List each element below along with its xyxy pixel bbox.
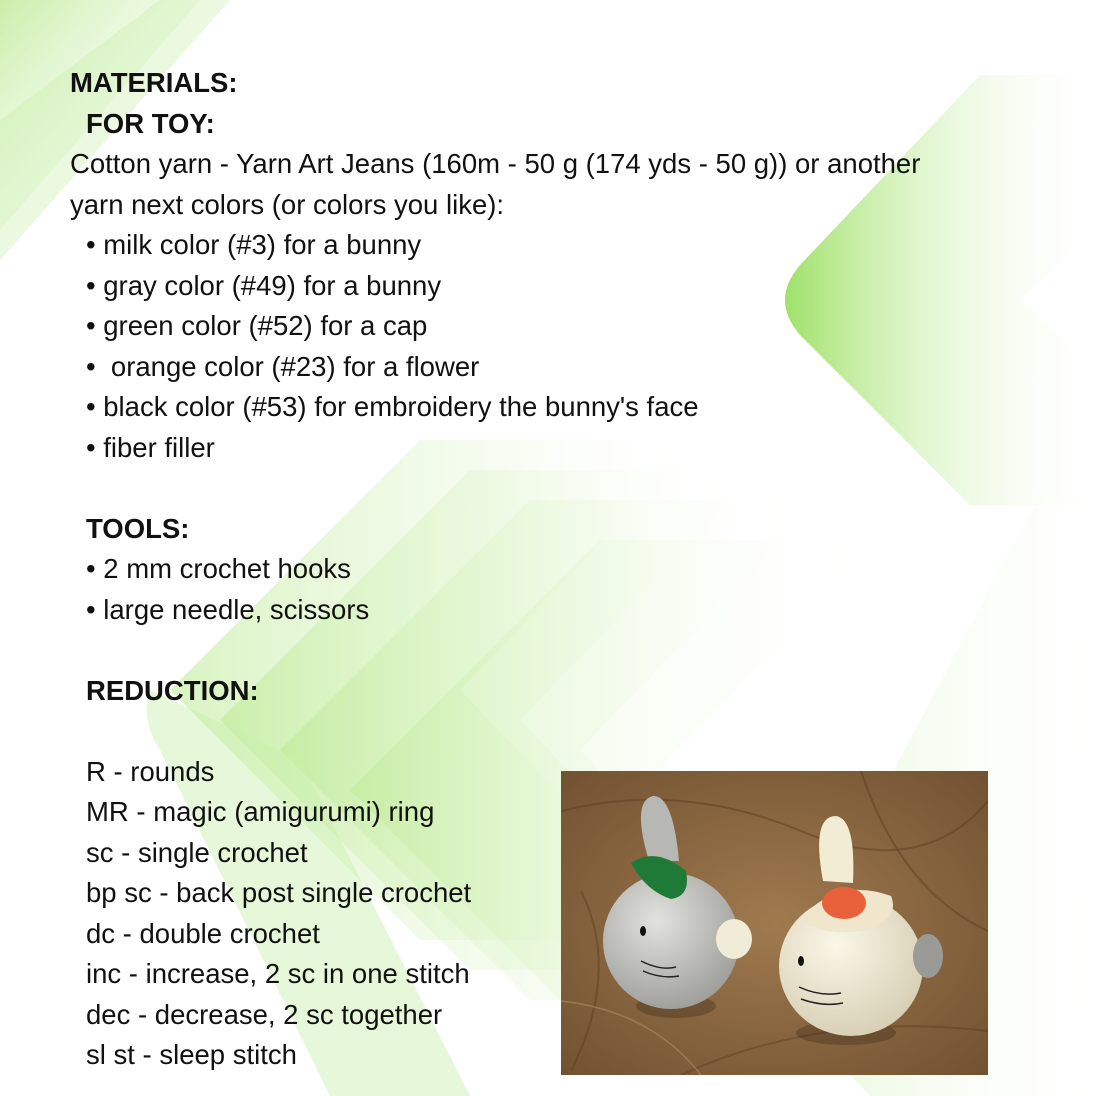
reduction-list-item: R - rounds: [86, 756, 215, 787]
tools-heading: TOOLS:: [86, 513, 190, 544]
materials-list-item: • fiber filler: [86, 432, 215, 463]
materials-list-item: • gray color (#49) for a bunny: [86, 270, 442, 301]
tools-list-item: • 2 mm crochet hooks: [86, 553, 351, 584]
reduction-list-item: sc - single crochet: [86, 837, 308, 868]
reduction-list-item: dc - double crochet: [86, 918, 320, 949]
yarn-description-line-1: Cotton yarn - Yarn Art Jeans (160m - 50 g (174 yds - 50 g)) or another: [70, 148, 921, 179]
reduction-list-item: dec - decrease, 2 sc together: [86, 999, 443, 1030]
materials-list-item: • orange color (#23) for a flower: [86, 351, 480, 382]
materials-list-item: • milk color (#3) for a bunny: [86, 229, 422, 260]
reduction-list-item: bp sc - back post single crochet: [86, 877, 472, 908]
yarn-description-line-2: yarn next colors (or colors you like):: [70, 189, 505, 220]
reduction-list-item: inc - increase, 2 sc in one stitch: [86, 958, 470, 989]
crochet-bunnies-photo: [561, 771, 988, 1075]
for-toy-heading: FOR TOY:: [86, 108, 215, 139]
tools-list-item: • large needle, scissors: [86, 594, 370, 625]
reduction-heading: REDUCTION:: [86, 675, 259, 706]
reduction-list-item: MR - magic (amigurumi) ring: [86, 796, 435, 827]
reduction-list-item: sl st - sleep stitch: [86, 1039, 297, 1070]
materials-heading: MATERIALS:: [70, 67, 238, 98]
materials-list-item: • green color (#52) for a cap: [86, 310, 428, 341]
materials-list-item: • black color (#53) for embroidery the bunny's face: [86, 391, 699, 422]
